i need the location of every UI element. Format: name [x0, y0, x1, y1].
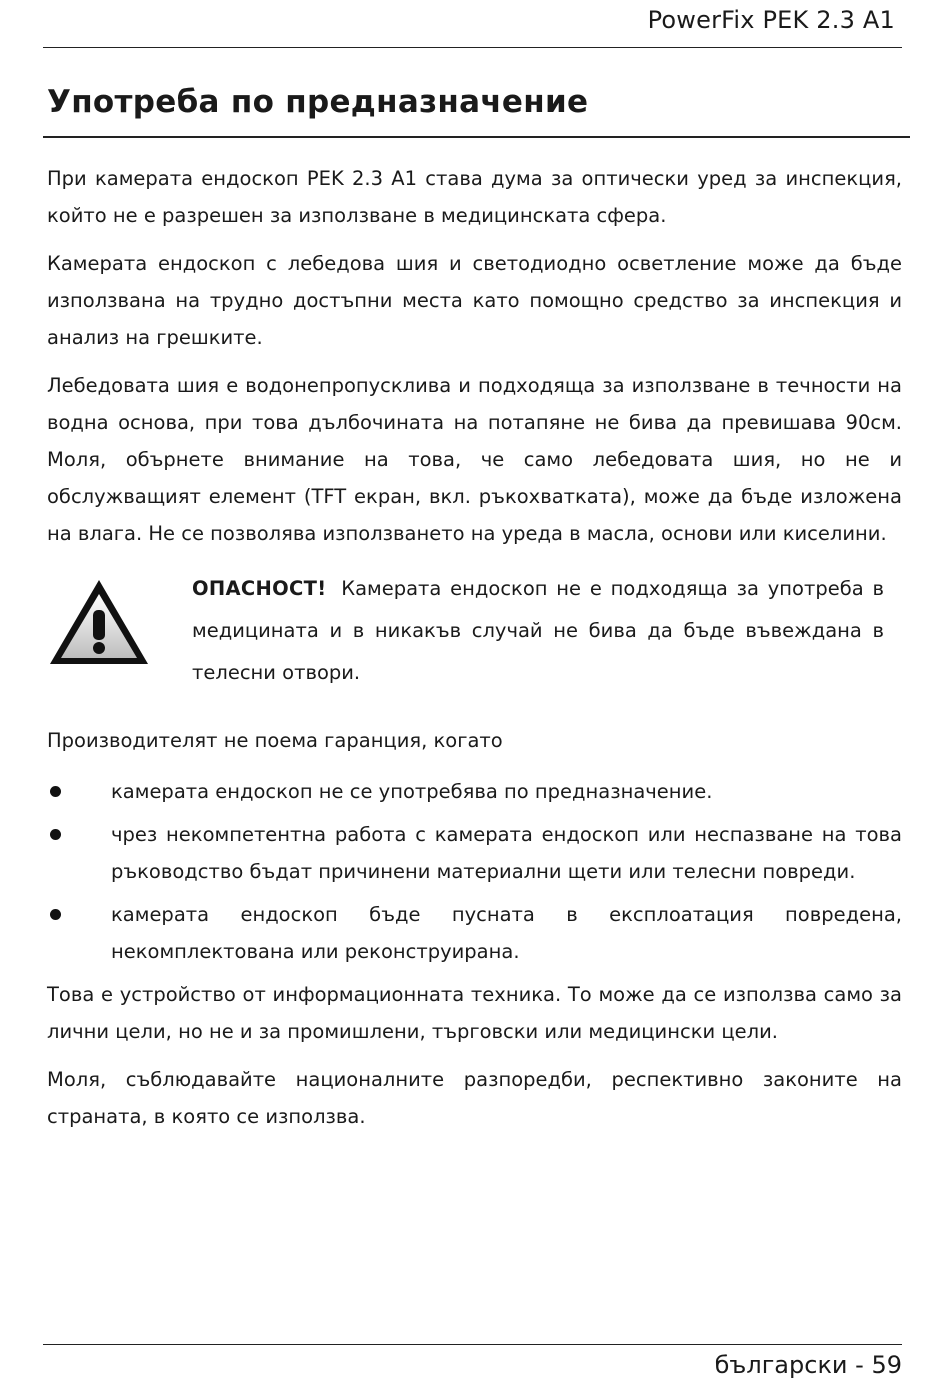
paragraph: Моля, съблюдавайте националните разпоредби, респективно законите на страната, в която се използва. [47, 1068, 902, 1128]
danger-text: Камерата ендоскоп не е подходяща за употреба в медицината и в никакъв случай не бива да бъде въвеждана в телесни отвори. [192, 577, 884, 684]
warning-triangle-icon [47, 576, 151, 670]
page-number: български - 59 [714, 1351, 902, 1379]
footer-divider [43, 1344, 902, 1345]
danger-text-block [192, 568, 884, 694]
danger-notice [47, 568, 902, 712]
list-item: чрез некомпетентна работа с камерата ендоскоп или неспазване на това ръководство бъдат причинени материални щети или телесни повреди. [47, 816, 902, 890]
list-item: камерата ендоскоп не се употребява по предназначение. [47, 773, 902, 810]
paragraph: Камерата ендоскоп с лебедова шия и светодиодно осветление може да бъде използвана на трудно достъпни места като помощно средство за инспекция и анализ на грешките. [47, 252, 902, 349]
danger-label: ОПАСНОСТ! [192, 577, 327, 600]
paragraph: Това е устройство от информационната техника. То може да се използва само за лични цели, но не и за промишлени, търговски или медицински цели. [47, 983, 902, 1043]
paragraph: При камерата ендоскоп PEK 2.3 A1 става дума за оптически уред за инспекция, който не е разрешен за използване в медицинската сфера. [47, 167, 902, 227]
page-header-product: PowerFix PEK 2.3 A1 [647, 6, 895, 34]
section-title: Употреба по предназначение [47, 84, 589, 120]
paragraph: Лебедовата шия е водонепропусклива и подходяща за използване в течности на водна основа, при това дълбочината на потапяне не бива да превишава 90см. Моля, обърнете внимание на това, че само лебедовата шия, но не и обслужващият елемент (TFT екран, вкл. ръкохватката), може да бъде изложена на влага. Не се позволява използването на уреда в масла, основи или киселини. [47, 374, 902, 545]
header-divider [43, 47, 902, 48]
warranty-intro: Производителят не поема гаранция, когато [47, 729, 503, 752]
warranty-list [47, 773, 902, 970]
main-content [47, 160, 902, 1146]
list-item: камерата ендоскоп бъде пусната в експлоатация повредена, некомплектована или реконструирана. [47, 896, 902, 970]
title-divider [43, 136, 910, 138]
